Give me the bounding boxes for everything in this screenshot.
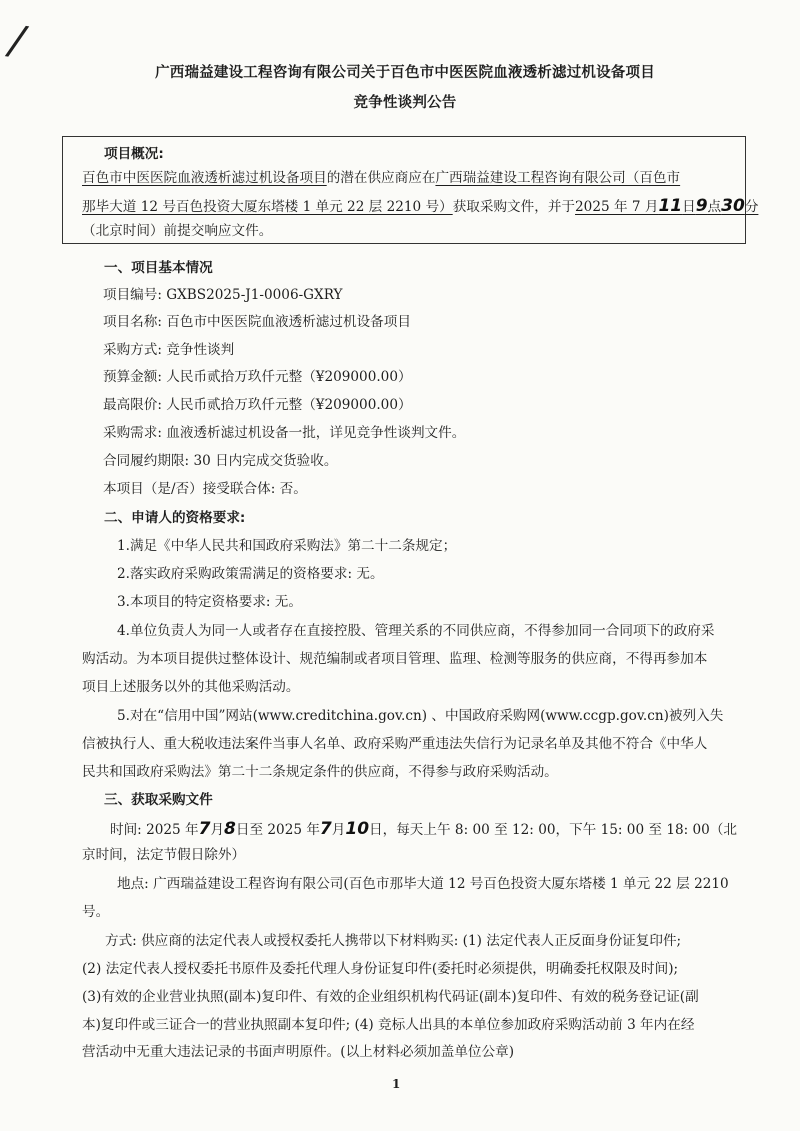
agency-address-underlined: 那毕大道 12 号百色投资大厦东塔楼 1 单元 22 层 2210 号） (82, 199, 453, 215)
time-text: 月 (331, 822, 346, 838)
acquisition-method-line-2: (2) 法定代表人授权委托书原件及委托代理人身份证复印件(委托时必须提供，明确委托权限及时间); (82, 961, 679, 977)
deadline-underlined (575, 196, 759, 216)
handwritten-start-month: 7 (198, 819, 211, 839)
acquisition-time-line-2: 京时间，法定节假日除外） (82, 847, 246, 863)
overview-label: 项目概况: (104, 146, 164, 162)
deadline-hour-unit: 点 (707, 199, 722, 215)
project-number: 项目编号: GXBS2025-J1-0006-GXRY (103, 287, 343, 303)
section-2-heading: 二、申请人的资格要求: (104, 510, 246, 526)
handwritten-end-day: 10 (345, 819, 370, 839)
deadline-day-unit: 日 (682, 199, 696, 215)
time-text: 日，每天上午 8: 00 至 12: 00，下午 15: 00 至 18: 00（北 (369, 822, 738, 838)
acquisition-method-line-5: 营活动中无重大违法记录的书面声明原件。(以上材料必须加盖单位公章) (82, 1044, 515, 1060)
overview-line-2 (82, 196, 759, 216)
agency-name-underlined: 广西瑞益建设工程咨询有限公司（百色市 (435, 170, 681, 186)
deadline-date: 2025 年 7 月 (575, 199, 659, 215)
section-1-heading: 一、项目基本情况 (104, 260, 213, 276)
consortium-acceptance: 本项目（是/否）接受联合体: 否。 (103, 481, 307, 497)
max-price: 最高限价: 人民币贰拾万玖仟元整（¥209000.00） (103, 397, 412, 413)
acquisition-method-line-3: (3)有效的企业营业执照(副本)复印件、有效的企业组织机构代码证(副本)复印件、有效的税务登记证(副 (82, 989, 699, 1005)
acquisition-time-line-1 (110, 821, 780, 838)
qualification-2: 2.落实政府采购政策需满足的资格要求: 无。 (117, 566, 384, 582)
acquisition-place-line-1: 地点: 广西瑞益建设工程咨询有限公司(百色市那毕大道 12 号百色投资大厦东塔楼 1 单元 22 层 2210 (117, 876, 729, 892)
procurement-requirement: 采购需求: 血液透析滤过机设备一批，详见竞争性谈判文件。 (103, 425, 466, 441)
handwritten-day: 11 (658, 196, 683, 216)
contract-period: 合同履约期限: 30 日内完成交货验收。 (103, 453, 338, 469)
notice-subtitle: 竞争性谈判公告 (353, 95, 457, 111)
qualification-5-line-3: 民共和国政府采购法》第二十二条规定条件的供应商，不得参与政府采购活动。 (82, 764, 558, 780)
page-number: 1 (392, 1077, 401, 1091)
acquisition-method-line-4: 本)复印件或三证合一的营业执照副本复印件; (4) 竞标人出具的本单位参加政府采购活动前 3 年内在经 (82, 1017, 695, 1033)
project-name-underlined: 百色市中医医院血液透析滤过机设备项目 (82, 170, 327, 186)
time-text: 时间: 2025 年 (110, 822, 199, 838)
qualification-4-line-3: 项目上述服务以外的其他采购活动。 (82, 679, 300, 695)
acquisition-method-line-1: 方式: 供应商的法定代表人或授权委托人携带以下材料购买: (1) 法定代表人正反面身份证复印件; (105, 933, 682, 949)
overview-line-1 (82, 172, 752, 186)
time-text: 月 (210, 822, 225, 838)
qualification-5-line-2: 信被执行人、重大税收违法案件当事人名单、政府采购严重违法失信行为记录名单及其他不符合《中华人 (82, 736, 708, 752)
qualification-1: 1.满足《中华人民共和国政府采购法》第二十二条规定； (117, 538, 457, 554)
qualification-5-line-1: 5.对在“信用中国”网站(www.creditchina.gov.cn) 、中国政府采购网(www.ccgp.gov.cn)被列入失 (117, 708, 724, 724)
notice-title: 广西瑞益建设工程咨询有限公司关于百色市中医医院血液透析滤过机设备项目 (155, 65, 655, 81)
handwritten-minute: 30 (721, 196, 745, 216)
handwritten-mark: / (6, 17, 27, 65)
handwritten-end-month: 7 (319, 819, 332, 839)
procurement-method: 采购方式: 竞争性谈判 (103, 342, 235, 358)
overview-text: 获取采购文件，并于 (452, 199, 576, 215)
overview-text: 的潜在供应商应在 (326, 170, 436, 186)
handwritten-start-day: 8 (224, 819, 236, 839)
budget-amount: 预算金额: 人民币贰拾万玖仟元整（¥209000.00） (103, 369, 412, 385)
qualification-4-line-1: 4.单位负责人为同一人或者存在直接控股、管理关系的不同供应商，不得参加同一合同项下的政府采 (117, 623, 715, 639)
time-text: 日至 2025 年 (235, 822, 320, 838)
handwritten-hour: 9 (695, 196, 708, 216)
deadline-minute-unit: 分 (744, 199, 759, 215)
acquisition-place-line-2: 号。 (82, 904, 110, 920)
section-3-heading: 三、获取采购文件 (104, 792, 213, 808)
qualification-3: 3.本项目的特定资格要求: 无。 (117, 594, 302, 610)
overview-line-3: （北京时间）前提交响应文件。 (82, 223, 273, 239)
project-name: 项目名称: 百色市中医医院血液透析滤过机设备项目 (103, 314, 411, 330)
qualification-4-line-2: 购活动。为本项目提供过整体设计、规范编制或者项目管理、监理、检测等服务的供应商，不得再参加本 (82, 651, 708, 667)
